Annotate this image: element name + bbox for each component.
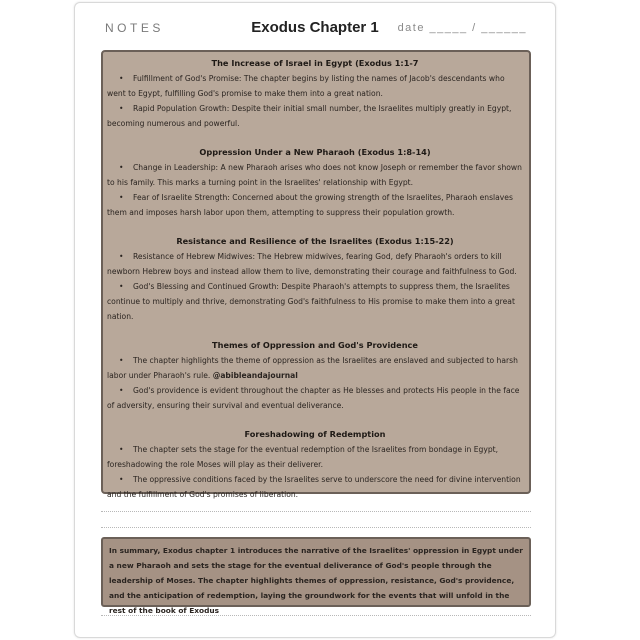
divider-line <box>101 527 531 528</box>
section <box>107 56 523 131</box>
divider-line <box>101 511 531 512</box>
section <box>107 427 523 502</box>
bullet-icon: • <box>119 356 124 365</box>
bullet-icon: • <box>119 163 124 172</box>
bullet-text: God's providence is evident throughout the chapter as He blesses and protects His people in the face of adversity, ensuring their survival and eventual deliverance. <box>107 386 520 410</box>
notes-page <box>74 2 556 638</box>
summary-box: In summary, Exodus chapter 1 introduces the narrative of the Israelites' oppression in Egypt under a new Pharaoh and sets the stage for the eventual deliverance of God's people through the leadership of Moses. The chapter highlights themes of oppression, resistance, God's providence, and the anticipation of redemption, laying the groundwork for the events that will unfold in the rest of the book of Exodus <box>101 537 531 607</box>
bullet-text: Resistance of Hebrew Midwives: The Hebrew midwives, fearing God, defy Pharaoh's orders to kill newborn Hebrew boys and instead allow them to live, demonstrating their courage and faithfulness to God. <box>107 252 517 276</box>
page-title: Exodus Chapter 1 <box>251 19 379 36</box>
bullet-text: Change in Leadership: A new Pharaoh arises who does not know Joseph or remember the favor shown to his family. This marks a turning point in the Israelites' relationship with Egypt. <box>107 163 522 187</box>
bullet-text: The chapter highlights the theme of oppression as the Israelites are enslaved and subjected to harsh labor under Pharaoh's rule. <box>107 356 518 380</box>
bullet-icon: • <box>119 193 124 202</box>
section-title: The Increase of Israel in Egypt (Exodus 1:1-7 <box>211 58 419 68</box>
bullet-text: The oppressive conditions faced by the Israelites serve to underscore the need for divine intervention and the fulfillment of God's promises of liberation. <box>107 475 521 499</box>
bullet-item <box>107 190 523 220</box>
bullet-icon: • <box>119 252 124 261</box>
bullet-icon: • <box>119 282 124 291</box>
bullet-text: Fear of Israelite Strength: Concerned about the growing strength of the Israelites, Pharaoh enslaves them and imposes harsh labor upon them, attempting to suppress their population growth. <box>107 193 513 217</box>
bullet-item <box>107 249 523 279</box>
bullet-item <box>107 71 523 101</box>
bullet-item <box>107 442 523 472</box>
bullet-text: The chapter sets the stage for the eventual redemption of the Israelites from bondage in Egypt, foreshadowing the role Moses will play as their deliverer. <box>107 445 499 469</box>
bullet-text: Fulfillment of God's Promise: The chapter begins by listing the names of Jacob's descendants who went to Egypt, fulfilling God's promise to make them into a great nation. <box>107 74 505 98</box>
notes-label: NOTES <box>105 21 164 35</box>
bullet-item <box>107 279 523 324</box>
bullet-icon: • <box>119 386 124 395</box>
bullet-item <box>107 383 523 413</box>
bullet-item <box>107 160 523 190</box>
bullet-icon: • <box>119 74 124 83</box>
bullet-text: God's Blessing and Continued Growth: Despite Pharaoh's attempts to suppress them, the Israelites continue to multiply and thrive, demonstrating God's faithfulness to His promise to make them into a great nation. <box>107 282 515 321</box>
bullet-item <box>107 353 523 383</box>
bullet-icon: • <box>119 445 124 454</box>
section-title: Themes of Oppression and God's Providence <box>212 340 418 350</box>
section <box>107 145 523 220</box>
divider-line <box>101 615 531 616</box>
bullet-text: Rapid Population Growth: Despite their initial small number, the Israelites multiply greatly in Egypt, becoming numerous and powerful. <box>107 104 512 128</box>
notes-card <box>101 50 531 499</box>
bullet-icon: • <box>119 475 124 484</box>
social-handle: @abibleandajournal <box>212 371 298 380</box>
section-title: Resistance and Resilience of the Israelites (Exodus 1:15-22) <box>176 236 454 246</box>
section-title: Foreshadowing of Redemption <box>244 429 386 439</box>
bullet-icon: • <box>119 104 124 113</box>
bullet-item <box>107 101 523 131</box>
section <box>107 234 523 324</box>
bullet-item <box>107 472 523 502</box>
section <box>107 338 523 413</box>
section-title: Oppression Under a New Pharaoh (Exodus 1:8-14) <box>199 147 431 157</box>
date-field: date _____ / ______ <box>397 22 527 34</box>
